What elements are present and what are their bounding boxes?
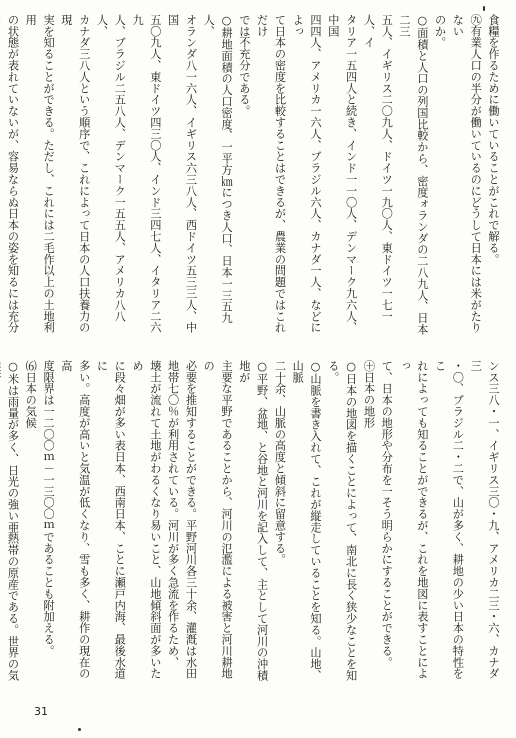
text-line: ○平野、盆地、と谷地と河川を記入して、主として河川の沖積地が <box>237 360 269 681</box>
print-mark <box>78 728 81 731</box>
text-line: 主要な平野であることから、河川の氾濫による被害と河川耕地の <box>202 360 234 680</box>
text-line: れによっても知ることができるが、これを地図に表すことによっ <box>398 360 429 680</box>
lower-text-block <box>4 360 502 690</box>
text-line: 五人、イギリス二〇九人、ドイツ一九〇人、東ドイツ一七一人、イ <box>362 14 394 322</box>
text-line: 多い。高度が高いと気温が低くなり、雪も多く、耕作の現在の高 <box>59 360 91 680</box>
text-line: 食糧を作るために働いていることがこれで解る。 <box>487 14 500 265</box>
text-line: のか。 <box>433 14 447 49</box>
text-line: では不充分である。 <box>237 14 251 117</box>
text-line: て日本の密度を比較することはできるが、農業の問題ではこれだけ <box>255 14 287 334</box>
text-line: て、日本の地形や分布を一そう明らかにすることができる。 <box>380 360 394 668</box>
print-mark <box>483 6 485 11</box>
text-line: ㊉日本の地形 <box>362 360 376 429</box>
text-line: 実を知ることができる。ただし、これには二毛作以上の土地利用 <box>24 14 56 334</box>
text-line: オランダ八一六人、イギリス六三八人、西ドイツ五三三人、中国 <box>166 14 198 334</box>
text-line: の状態が表れていないが、容易ならぬ日本の姿を知るには充分 <box>6 14 20 334</box>
text-line: 五〇九人、東ドイツ四三〇人、インド三四七人、イタリア二六九 <box>131 14 162 334</box>
text-line: ㊈有業人口の半分が働いているのにどうして日本には米がたりない <box>451 14 483 334</box>
text-line: ⑹日本の気候 <box>24 360 38 429</box>
text-line: ○日本の地図を描くことによって、南北に長く狭少なことを知る。 <box>326 360 358 681</box>
text-line: ○面積と人口の列国比較から、密度ォランダの二八九人、日本二三 <box>398 14 429 335</box>
text-line: に段々畑が多い表日本、西南日本、ことに瀬戸内海、最後水道に <box>95 360 127 680</box>
text-line: カナダ三八人という順序で、これによって日本の人口扶養力の現 <box>59 14 91 334</box>
page-number: 31 <box>34 705 48 718</box>
text-line: 度限界は一二〇〇ｍ－一三〇〇ｍであることも附加える。 <box>42 360 56 657</box>
text-line: タリア一五四人と続き、インド一一〇人、デンマーク九六人、中国 <box>326 14 358 334</box>
text-line: 二十余、山脈の高度と傾斜に留意する。 <box>273 360 287 566</box>
text-line: ・〇、ブラジル二・二で、山が多く、耕地の少い日本の特性をこ <box>433 360 465 680</box>
text-line: ○米は雨量が多く、日光の強い亜熱帯の原産である。世界の気 <box>6 360 20 681</box>
text-line: ○山脈を書き入れて、これが縦走していることを知る。山地、山脈 <box>291 360 323 681</box>
upper-text-block <box>4 14 502 344</box>
text-line: 必要を推知することができる。平野河川各三十余、灌漑は水田 <box>184 360 198 680</box>
text-line: 壊土が流れて土地がわるくなり易いこと、山地傾斜面が多いため <box>131 360 162 680</box>
text-line: ○耕地面積の人口密度、一平方㎞につき人口、日本一三五九人、 <box>202 14 234 324</box>
text-line: 人、ブラジル二五八人、デンマーク一五五人、アメリカ八八人、 <box>95 14 127 322</box>
text-line: ンス三八・一、イギリス三〇・九、アメリカ二三・六、カナダ三 <box>469 360 500 680</box>
text-line: 地帯七〇％が利用されている。河川が多く急流を作るため、 <box>166 360 180 668</box>
text-line: 四四人、アメリカ一六人、ブラジル六人、カナダ一人、などによっ <box>291 14 323 334</box>
